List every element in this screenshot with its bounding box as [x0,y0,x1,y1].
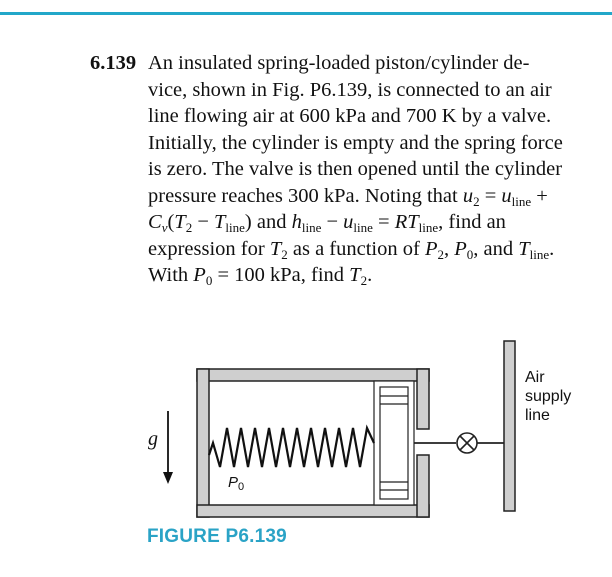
gravity-arrow-icon [163,411,173,484]
spring [209,428,374,467]
cylinder-top-wall [197,369,429,381]
pressure-label: $P_0$ [228,474,245,493]
valve-icon [457,433,477,453]
cylinder-left-wall [197,369,209,517]
problem-number: 6.139 [90,52,137,74]
figure-caption: FIGURE P6.139 [147,526,287,547]
air-supply-line [504,341,515,511]
problem-line-4: Initially, the cylinder is empty and the spring force [148,131,563,154]
problem-line-9: With $P_0 = 100$ kPa, find $T_2$. [148,264,373,288]
problem-line-5: is zero. The valve is then opened until the cylinder [148,158,563,180]
cylinder-bottom-wall [197,505,429,517]
air-supply-label: Air supply line [525,369,572,424]
problem-line-6: pressure reaches 300 kPa. Noting that $u_2 = u_{line}$ + [148,184,548,209]
problem-line-2: vice, shown in Fig. P6.139, is connected to an air [148,78,552,101]
problem-line-3: line flowing air at 600 kPa and 700 K by a valve. [148,105,552,127]
problem-line-8: expression for $T_2$ as a function of $P_2$, $P_0$, and $T_{line}$. [148,237,555,262]
cylinder-right-wall-upper [417,369,429,429]
piston [374,381,414,505]
gravity-label: g [148,428,158,450]
problem-line-7: $C_v(T_2 - T_{line})$ and $h_{line} - u_{line} = RT_{line}$, find an [148,211,506,235]
cylinder-right-wall-lower [417,455,429,517]
problem-line-1: An insulated spring-loaded piston/cylinder de- [148,52,530,74]
